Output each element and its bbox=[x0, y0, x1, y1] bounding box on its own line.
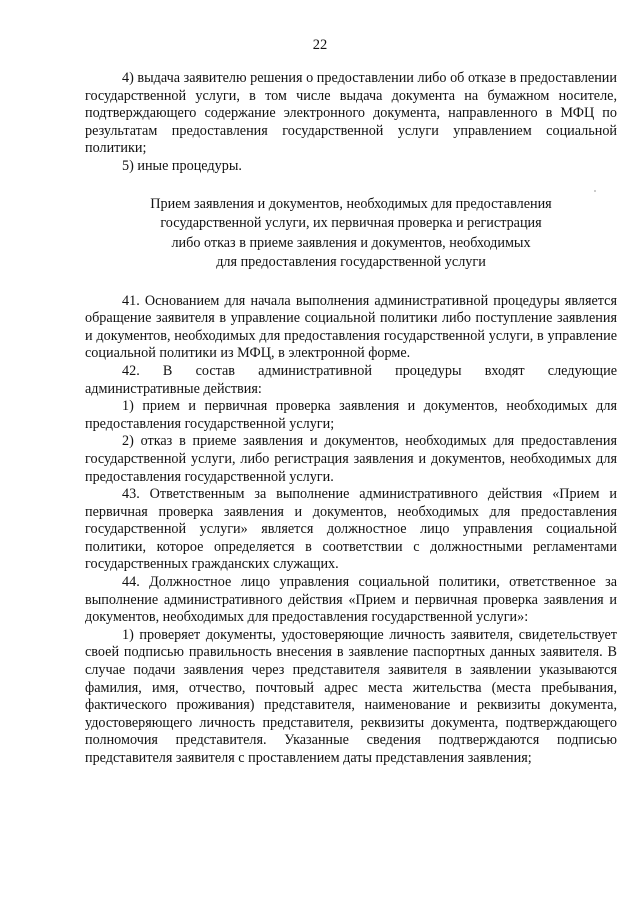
paragraph-41: 41. Основанием для начала выполнения административной процедуры является обращение заявителя в управление социальной политики либо поступление заявления и документов, необходимых для предоставления государственной услуги, в управление социальной политики из МФЦ, в электронной форме. bbox=[85, 292, 617, 362]
paragraph-42: 42. В состав административной процедуры входят следующие административные действия: bbox=[85, 362, 617, 397]
paragraph-item-4: 4) выдача заявителю решения о предоставлении либо об отказе в предоставлении государственной услуги, в том числе выдача документа на бумажном носителе, подтверждающего содержание электронного документа, направленного в МФЦ по результатам предоставления государственной услуги управлением социальной политики; bbox=[85, 70, 617, 157]
paragraph-44: 44. Должностное лицо управления социальной политики, ответственное за выполнение административного действия «Прием и первичная проверка заявления и документов, необходимых для предоставления государственной услуги»: bbox=[85, 574, 617, 626]
paragraph-42-item-2: 2) отказ в приеме заявления и документов, необходимых для предоставления государственной услуги, либо регистрация заявления и документов, необходимых для предоставления государственной услуги. bbox=[85, 433, 617, 485]
section-heading-line: Прием заявления и документов, необходимых для предоставления bbox=[150, 195, 552, 212]
section-heading-line: государственной услуги, их первичная проверка и регистрация bbox=[160, 215, 542, 232]
section-heading bbox=[85, 195, 617, 273]
paragraph-44-item-1: 1) проверяет документы, удостоверяющие личность заявителя, свидетельствует своей подписью правильность внесения в заявление паспортных данных заявителя. В случае подачи заявления через представителя заявителя в заявлении указываются фамилия, имя, отчество, почтовый адрес места жительства (места пребывания, фактического проживания) представителя, наименование и реквизиты документа, удостоверяющего личность представителя, реквизиты документа, подтверждающего полномочия представителя. Указанные сведения подтверждаются подписью представителя заявителя с проставлением даты представления заявления; bbox=[85, 626, 617, 766]
page-number: 22 bbox=[312, 37, 328, 53]
paragraph-item-5: 5) иные процедуры. bbox=[122, 157, 242, 174]
paragraph-43: 43. Ответственным за выполнение административного действия «Прием и первичная проверка заявления и документов, необходимых для предоставления государственной услуги» является должностное лицо управления социальной политики, которое определяется в соответствии с должностными регламентами государственных гражданских служащих. bbox=[85, 486, 617, 573]
section-heading-line: либо отказ в приеме заявления и документов, необходимых bbox=[171, 234, 531, 251]
document-body bbox=[85, 70, 617, 768]
paragraph-42-item-1: 1) прием и первичная проверка заявления и документов, необходимых для предоставления государственной услуги; bbox=[85, 398, 617, 432]
section-heading-line: для предоставления государственной услуги bbox=[216, 254, 486, 271]
